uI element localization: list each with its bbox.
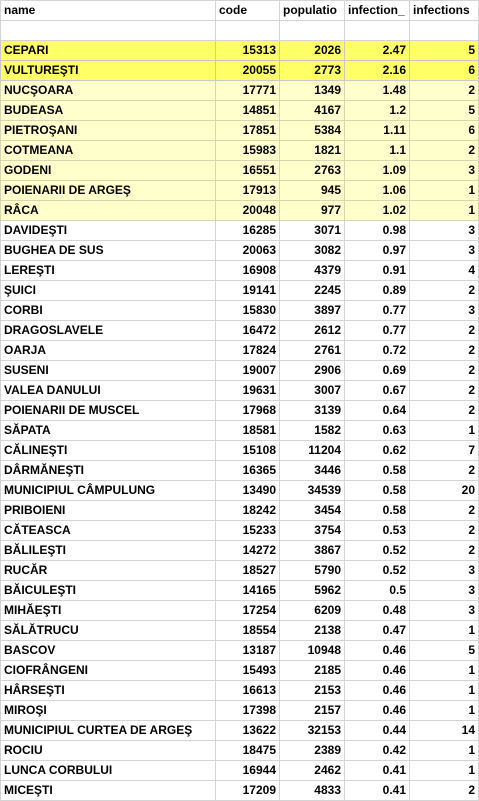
cell-infections[interactable]: 2 <box>410 521 479 541</box>
table-row <box>1 641 479 661</box>
table-row <box>1 101 479 121</box>
cell-name[interactable]: MUNICIPIUL CÂMPULUNG <box>1 481 216 501</box>
cell-code[interactable]: 16472 <box>216 321 280 341</box>
cell-infection-rate[interactable]: 0.77 <box>345 321 410 341</box>
cell-code[interactable]: 14272 <box>216 541 280 561</box>
table-row <box>1 321 479 341</box>
cell-code[interactable]: 20048 <box>216 201 280 221</box>
cell-name[interactable]: RUCĂR <box>1 561 216 581</box>
cell-code[interactable]: 13187 <box>216 641 280 661</box>
cell-infection-rate[interactable]: 0.42 <box>345 741 410 761</box>
cell-infections[interactable]: 2 <box>410 281 479 301</box>
table-row <box>1 81 479 101</box>
cell-name[interactable]: PIETROŞANI <box>1 121 216 141</box>
cell-code[interactable]: 19007 <box>216 361 280 381</box>
cell-infection-rate[interactable]: 1.2 <box>345 101 410 121</box>
cell-population[interactable]: 32153 <box>280 721 345 741</box>
cell-infections[interactable]: 2 <box>410 401 479 421</box>
cell-population[interactable]: 4167 <box>280 101 345 121</box>
cell-code[interactable]: 13490 <box>216 481 280 501</box>
cell-infection-rate[interactable]: 0.47 <box>345 621 410 641</box>
cell-name[interactable]: CIOFRÂNGENI <box>1 661 216 681</box>
cell-infections[interactable]: 2 <box>410 321 479 341</box>
cell-infections[interactable]: 6 <box>410 61 479 81</box>
cell-population[interactable]: 3867 <box>280 541 345 561</box>
cell-population[interactable]: 2763 <box>280 161 345 181</box>
cell-population[interactable]: 945 <box>280 181 345 201</box>
cell-infection-rate[interactable]: 1.48 <box>345 81 410 101</box>
cell-population[interactable]: 2138 <box>280 621 345 641</box>
table-row <box>1 461 479 481</box>
header-infections[interactable]: infections <box>410 1 479 21</box>
cell-infection-rate[interactable]: 0.58 <box>345 461 410 481</box>
cell-population[interactable]: 4833 <box>280 781 345 801</box>
cell-infection-rate[interactable]: 1.09 <box>345 161 410 181</box>
cell-infection-rate[interactable]: 0.67 <box>345 381 410 401</box>
cell-name[interactable]: HÂRSEŞTI <box>1 681 216 701</box>
cell-infection-rate[interactable]: 0.77 <box>345 301 410 321</box>
cell-infections[interactable]: 2 <box>410 461 479 481</box>
table-row <box>1 341 479 361</box>
cell-infections[interactable] <box>410 21 479 41</box>
cell-infections[interactable]: 1 <box>410 621 479 641</box>
cell-name[interactable]: ROCIU <box>1 741 216 761</box>
cell-infections[interactable]: 3 <box>410 561 479 581</box>
cell-code[interactable] <box>216 21 280 41</box>
cell-code[interactable]: 20055 <box>216 61 280 81</box>
cell-infection-rate[interactable]: 0.62 <box>345 441 410 461</box>
table-row <box>1 721 479 741</box>
table-row <box>1 21 479 41</box>
table-row <box>1 181 479 201</box>
table-row <box>1 221 479 241</box>
cell-infections[interactable]: 3 <box>410 581 479 601</box>
cell-population[interactable]: 2389 <box>280 741 345 761</box>
cell-infections[interactable]: 20 <box>410 481 479 501</box>
cell-code[interactable]: 16365 <box>216 461 280 481</box>
cell-name[interactable]: MIROŞI <box>1 701 216 721</box>
cell-population[interactable]: 2761 <box>280 341 345 361</box>
cell-population[interactable]: 2462 <box>280 761 345 781</box>
cell-infections[interactable]: 2 <box>410 361 479 381</box>
table-row <box>1 621 479 641</box>
cell-infections[interactable]: 6 <box>410 121 479 141</box>
cell-population[interactable]: 3071 <box>280 221 345 241</box>
table-row <box>1 361 479 381</box>
cell-code[interactable]: 17209 <box>216 781 280 801</box>
cell-code[interactable]: 18475 <box>216 741 280 761</box>
cell-infections[interactable]: 7 <box>410 441 479 461</box>
cell-name[interactable]: POIENARII DE ARGEŞ <box>1 181 216 201</box>
cell-name[interactable]: DÂRMĂNEŞTI <box>1 461 216 481</box>
cell-population[interactable]: 11204 <box>280 441 345 461</box>
cell-code[interactable]: 16908 <box>216 261 280 281</box>
table-row <box>1 301 479 321</box>
cell-population[interactable]: 5790 <box>280 561 345 581</box>
cell-infection-rate[interactable]: 0.58 <box>345 501 410 521</box>
cell-name[interactable]: NUCŞOARA <box>1 81 216 101</box>
cell-name[interactable]: BĂLILEŞTI <box>1 541 216 561</box>
cell-population[interactable]: 4379 <box>280 261 345 281</box>
cell-code[interactable]: 15830 <box>216 301 280 321</box>
table-row <box>1 501 479 521</box>
cell-infection-rate[interactable]: 0.48 <box>345 601 410 621</box>
cell-infections[interactable]: 2 <box>410 541 479 561</box>
table-row <box>1 541 479 561</box>
cell-infection-rate[interactable]: 2.16 <box>345 61 410 81</box>
cell-code[interactable]: 17913 <box>216 181 280 201</box>
cell-name[interactable]: VALEA DANULUI <box>1 381 216 401</box>
cell-population[interactable]: 3139 <box>280 401 345 421</box>
cell-infections[interactable]: 3 <box>410 241 479 261</box>
cell-name[interactable]: BUDEASA <box>1 101 216 121</box>
table-row <box>1 281 479 301</box>
cell-population[interactable]: 2906 <box>280 361 345 381</box>
table-row <box>1 201 479 221</box>
cell-infection-rate[interactable]: 0.69 <box>345 361 410 381</box>
cell-population[interactable]: 2157 <box>280 701 345 721</box>
cell-name[interactable]: VULTUREŞTI <box>1 61 216 81</box>
cell-name[interactable]: MICEŞTI <box>1 781 216 801</box>
cell-code[interactable]: 19141 <box>216 281 280 301</box>
cell-population[interactable]: 3454 <box>280 501 345 521</box>
cell-infection-rate[interactable]: 0.52 <box>345 561 410 581</box>
cell-name[interactable]: LUNCA CORBULUI <box>1 761 216 781</box>
cell-population[interactable]: 3754 <box>280 521 345 541</box>
cell-name[interactable]: COTMEANA <box>1 141 216 161</box>
cell-infections[interactable]: 3 <box>410 221 479 241</box>
table-row <box>1 581 479 601</box>
table-row <box>1 741 479 761</box>
cell-name[interactable]: GODENI <box>1 161 216 181</box>
cell-code[interactable]: 16944 <box>216 761 280 781</box>
table-row <box>1 161 479 181</box>
table-row <box>1 521 479 541</box>
cell-population[interactable]: 1582 <box>280 421 345 441</box>
cell-infection-rate[interactable]: 0.58 <box>345 481 410 501</box>
cell-population[interactable]: 3082 <box>280 241 345 261</box>
cell-infections[interactable]: 1 <box>410 681 479 701</box>
cell-population[interactable]: 1349 <box>280 81 345 101</box>
table-row <box>1 401 479 421</box>
cell-code[interactable]: 20063 <box>216 241 280 261</box>
cell-infection-rate[interactable]: 0.44 <box>345 721 410 741</box>
header-name[interactable]: name <box>1 1 216 21</box>
cell-population[interactable]: 2153 <box>280 681 345 701</box>
cell-name[interactable]: DAVIDEŞTI <box>1 221 216 241</box>
cell-infections[interactable]: 2 <box>410 501 479 521</box>
cell-infection-rate[interactable]: 0.72 <box>345 341 410 361</box>
table-row <box>1 61 479 81</box>
cell-code[interactable]: 17851 <box>216 121 280 141</box>
cell-code[interactable]: 18554 <box>216 621 280 641</box>
cell-name[interactable]: LEREŞTI <box>1 261 216 281</box>
header-code[interactable]: code <box>216 1 280 21</box>
table-row <box>1 681 479 701</box>
cell-infection-rate[interactable]: 1.06 <box>345 181 410 201</box>
cell-population[interactable]: 3446 <box>280 461 345 481</box>
cell-population[interactable]: 977 <box>280 201 345 221</box>
table-row <box>1 441 479 461</box>
cell-code[interactable]: 14851 <box>216 101 280 121</box>
cell-infections[interactable]: 5 <box>410 41 479 61</box>
cell-name[interactable]: CĂLINEŞTI <box>1 441 216 461</box>
cell-infections[interactable]: 1 <box>410 421 479 441</box>
cell-name[interactable]: SĂPATA <box>1 421 216 441</box>
cell-code[interactable]: 18581 <box>216 421 280 441</box>
cell-code[interactable]: 17398 <box>216 701 280 721</box>
cell-infection-rate[interactable]: 0.5 <box>345 581 410 601</box>
cell-code[interactable]: 17824 <box>216 341 280 361</box>
cell-code[interactable]: 15493 <box>216 661 280 681</box>
header-population[interactable]: populatio <box>280 1 345 21</box>
cell-code[interactable]: 17771 <box>216 81 280 101</box>
table-row <box>1 41 479 61</box>
cell-population[interactable]: 3007 <box>280 381 345 401</box>
table-row <box>1 241 479 261</box>
table-row <box>1 421 479 441</box>
cell-name[interactable] <box>1 21 216 41</box>
cell-infections[interactable]: 1 <box>410 181 479 201</box>
table-row <box>1 601 479 621</box>
cell-infection-rate[interactable]: 0.46 <box>345 681 410 701</box>
cell-population[interactable]: 5962 <box>280 581 345 601</box>
cell-population[interactable]: 6209 <box>280 601 345 621</box>
cell-name[interactable]: RÂCA <box>1 201 216 221</box>
cell-infections[interactable]: 1 <box>410 201 479 221</box>
cell-infections[interactable]: 1 <box>410 661 479 681</box>
cell-name[interactable]: BUGHEA DE SUS <box>1 241 216 261</box>
cell-code[interactable]: 19631 <box>216 381 280 401</box>
cell-code[interactable]: 17254 <box>216 601 280 621</box>
cell-infections[interactable]: 4 <box>410 261 479 281</box>
cell-infection-rate[interactable]: 0.46 <box>345 661 410 681</box>
cell-infections[interactable]: 1 <box>410 701 479 721</box>
cell-name[interactable]: POIENARII DE MUSCEL <box>1 401 216 421</box>
cell-infections[interactable]: 2 <box>410 781 479 801</box>
cell-code[interactable]: 18527 <box>216 561 280 581</box>
cell-infections[interactable]: 1 <box>410 741 479 761</box>
cell-name[interactable]: CEPARI <box>1 41 216 61</box>
cell-population[interactable]: 2612 <box>280 321 345 341</box>
cell-name[interactable]: ŞUICI <box>1 281 216 301</box>
header-infection-rate[interactable]: infection_ <box>345 1 410 21</box>
cell-infections[interactable]: 2 <box>410 81 479 101</box>
table-row <box>1 121 479 141</box>
cell-code[interactable]: 16613 <box>216 681 280 701</box>
cell-name[interactable]: OARJA <box>1 341 216 361</box>
cell-name[interactable]: BASCOV <box>1 641 216 661</box>
cell-infection-rate[interactable]: 0.41 <box>345 781 410 801</box>
cell-population[interactable] <box>280 21 345 41</box>
cell-infection-rate[interactable]: 0.64 <box>345 401 410 421</box>
cell-infections[interactable]: 1 <box>410 761 479 781</box>
cell-population[interactable]: 10948 <box>280 641 345 661</box>
table-row <box>1 761 479 781</box>
cell-infections[interactable]: 5 <box>410 641 479 661</box>
cell-name[interactable]: BĂICULEŞTI <box>1 581 216 601</box>
cell-infections[interactable]: 3 <box>410 601 479 621</box>
cell-name[interactable]: CORBI <box>1 301 216 321</box>
cell-name[interactable]: DRAGOSLAVELE <box>1 321 216 341</box>
cell-infection-rate[interactable]: 1.1 <box>345 141 410 161</box>
cell-infections[interactable]: 2 <box>410 341 479 361</box>
cell-infection-rate[interactable]: 0.91 <box>345 261 410 281</box>
cell-infection-rate[interactable]: 2.47 <box>345 41 410 61</box>
cell-name[interactable]: MUNICIPIUL CURTEA DE ARGEŞ <box>1 721 216 741</box>
cell-infection-rate[interactable] <box>345 21 410 41</box>
cell-infection-rate[interactable]: 0.52 <box>345 541 410 561</box>
cell-population[interactable]: 3897 <box>280 301 345 321</box>
cell-code[interactable]: 15233 <box>216 521 280 541</box>
cell-infections[interactable]: 2 <box>410 381 479 401</box>
cell-infections[interactable]: 3 <box>410 161 479 181</box>
cell-name[interactable]: PRIBOIENI <box>1 501 216 521</box>
table-body <box>1 21 479 801</box>
table-row <box>1 561 479 581</box>
cell-code[interactable]: 17968 <box>216 401 280 421</box>
table-row <box>1 261 479 281</box>
cell-infection-rate[interactable]: 0.63 <box>345 421 410 441</box>
cell-population[interactable]: 34539 <box>280 481 345 501</box>
cell-population[interactable]: 1821 <box>280 141 345 161</box>
cell-infections[interactable]: 2 <box>410 141 479 161</box>
cell-population[interactable]: 2026 <box>280 41 345 61</box>
table-row <box>1 701 479 721</box>
table-row <box>1 661 479 681</box>
cell-infection-rate[interactable]: 1.11 <box>345 121 410 141</box>
cell-infections[interactable]: 5 <box>410 101 479 121</box>
cell-infection-rate[interactable]: 0.97 <box>345 241 410 261</box>
cell-infection-rate[interactable]: 0.98 <box>345 221 410 241</box>
cell-infection-rate[interactable]: 0.89 <box>345 281 410 301</box>
cell-code[interactable]: 15313 <box>216 41 280 61</box>
cell-name[interactable]: SĂLĂTRUCU <box>1 621 216 641</box>
cell-code[interactable]: 15983 <box>216 141 280 161</box>
cell-population[interactable]: 5384 <box>280 121 345 141</box>
cell-infections[interactable]: 14 <box>410 721 479 741</box>
table-row <box>1 381 479 401</box>
cell-code[interactable]: 18242 <box>216 501 280 521</box>
cell-name[interactable]: SUSENI <box>1 361 216 381</box>
cell-infections[interactable]: 3 <box>410 301 479 321</box>
cell-code[interactable]: 16551 <box>216 161 280 181</box>
cell-population[interactable]: 2245 <box>280 281 345 301</box>
table-row <box>1 481 479 501</box>
cell-infection-rate[interactable]: 0.46 <box>345 641 410 661</box>
table-row <box>1 141 479 161</box>
cell-population[interactable]: 2773 <box>280 61 345 81</box>
cell-name[interactable]: MIHĂEŞTI <box>1 601 216 621</box>
cell-infection-rate[interactable]: 0.41 <box>345 761 410 781</box>
cell-population[interactable]: 2185 <box>280 661 345 681</box>
header-row <box>1 1 479 21</box>
cell-code[interactable]: 13622 <box>216 721 280 741</box>
cell-infection-rate[interactable]: 0.46 <box>345 701 410 721</box>
cell-name[interactable]: CĂTEASCA <box>1 521 216 541</box>
cell-code[interactable]: 15108 <box>216 441 280 461</box>
cell-code[interactable]: 14165 <box>216 581 280 601</box>
cell-infection-rate[interactable]: 1.02 <box>345 201 410 221</box>
cell-infection-rate[interactable]: 0.53 <box>345 521 410 541</box>
cell-code[interactable]: 16285 <box>216 221 280 241</box>
